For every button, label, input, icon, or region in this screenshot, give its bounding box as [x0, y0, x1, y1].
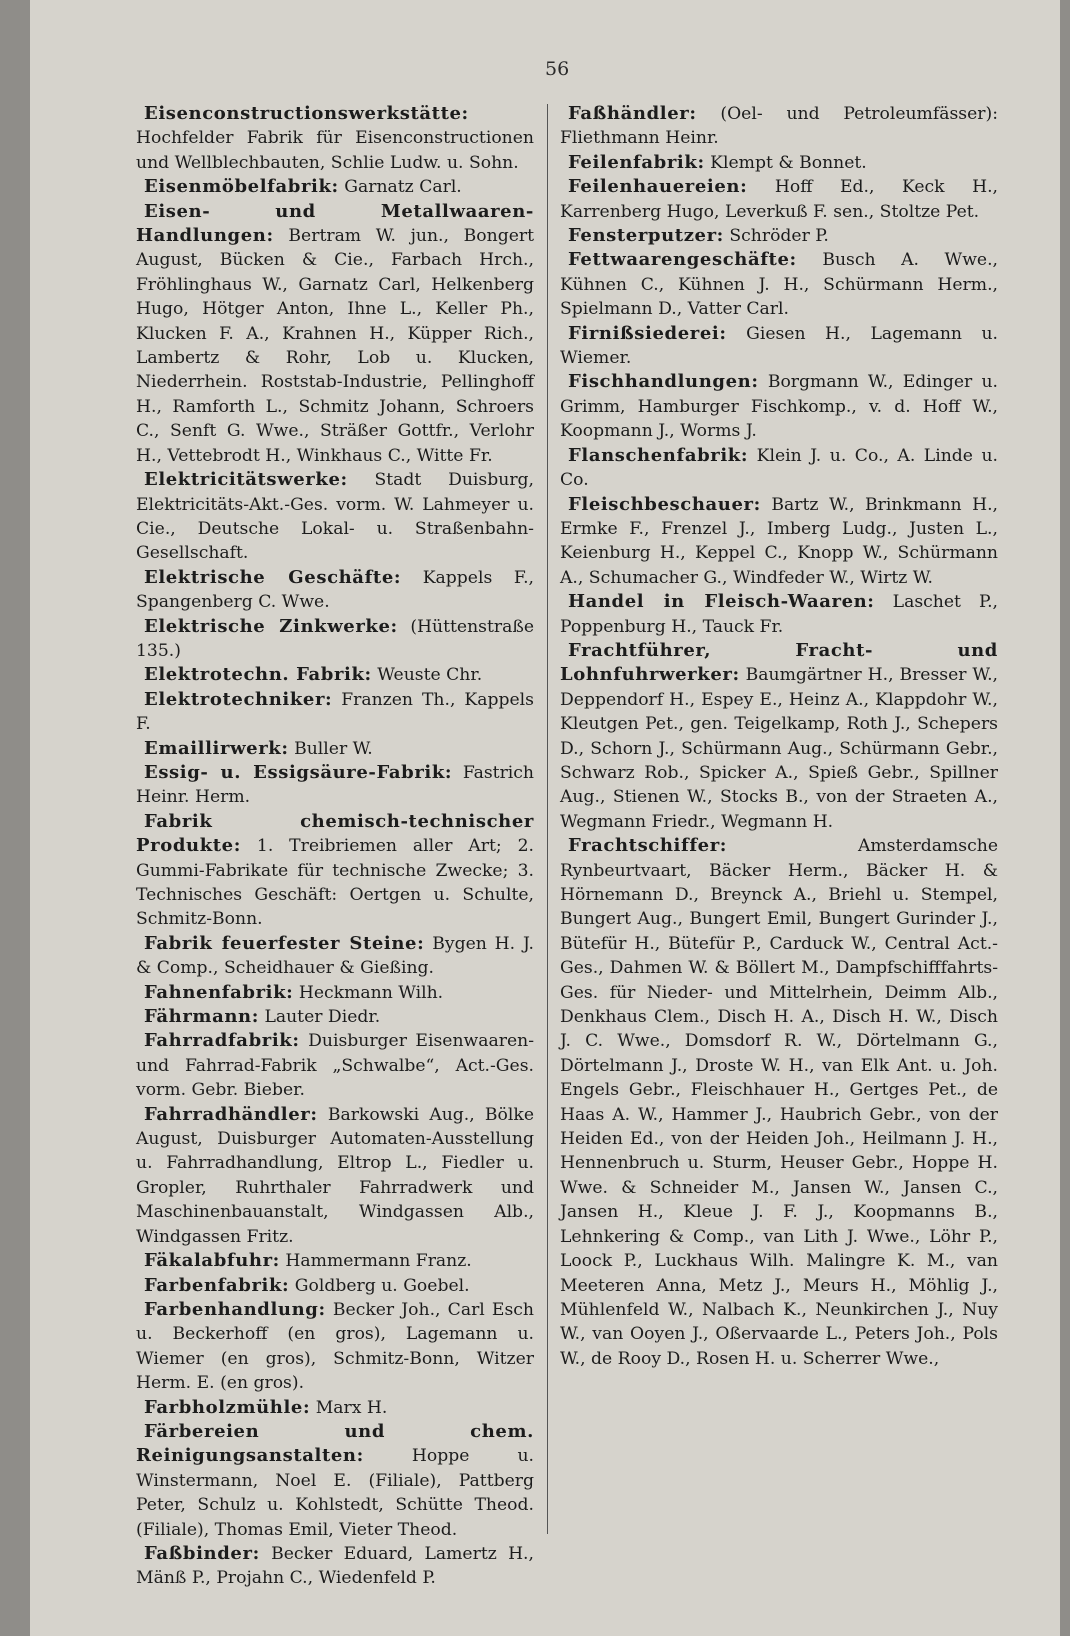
- directory-entry: [560, 102, 998, 151]
- entry-text: Bartz W., Brinkmann H., Ermke F., Frenzel J., Imberg Ludg., Justen L., Keienburg H., Keppel C., Knopp W., Schürmann A., Schumacher G., Windfeder W., Wirtz W.: [560, 494, 998, 588]
- entry-text: Franzen Th., Kappels F.: [136, 689, 534, 735]
- directory-entry: [136, 566, 534, 615]
- directory-entry: [136, 468, 534, 566]
- entry-heading: Fensterputzer:: [568, 225, 724, 247]
- entry-heading: Faßhändler:: [568, 103, 697, 124]
- entry-text: Lauter Diedr.: [264, 1007, 381, 1028]
- entry-heading: Fahrradhändler:: [144, 1103, 318, 1125]
- entry-text: Hoppe u. Winstermann, Noel E. (Filiale), Pattberg Peter, Schulz u. Kohlstedt, Schütte Theod. (Filiale), Thomas Emil, Vieter Theod.: [136, 1446, 534, 1540]
- entry-text: Becker Joh., Carl Esch u. Beckerhoff (en gros), Lagemann u. Wiemer (en gros), Schmitz-Bonn, Witzer Herm. E. (en gros).: [136, 1299, 534, 1394]
- entry-heading: Handel in Fleisch-Waaren:: [568, 591, 875, 613]
- entry-text: Baumgärtner H., Bresser W., Deppendorf H., Espey E., Heinz A., Klappdohr W., Kleutgen Pet., gen. Teigelkamp, Roth J., Schepers D., Schorn J., Schürmann Aug., Schürmann Gebr., Schwarz Rob., Spicker A., Spieß Gebr., Spillner Aug., Stienen W., Stocks B., von der Straeten A., Wegmann Friedr., Wegmann H.: [560, 665, 999, 832]
- entry-text: Schröder P.: [729, 226, 829, 247]
- entry-text: Borgmann W., Edinger u. Grimm, Hamburger Fischkomp., v. d. Hoff W., Koopmann J., Worms J.: [560, 372, 998, 442]
- entry-text: Busch A. Wwe., Kühnen C., Kühnen J. H., Schürmann Herm., Spielmann D., Vatter Carl.: [560, 250, 998, 320]
- directory-entry: [136, 175, 534, 199]
- entry-heading: Farbenfabrik:: [144, 1274, 290, 1296]
- entry-heading: Fischhandlungen:: [568, 371, 759, 393]
- directory-entry: [560, 248, 998, 321]
- entry-text: Klempt & Bonnet.: [710, 152, 867, 173]
- entry-heading: Faßbinder:: [144, 1542, 260, 1564]
- directory-entry: [136, 200, 534, 468]
- entry-text: Klein J. u. Co., A. Linde u. Co.: [560, 445, 999, 491]
- entry-heading: Farbholzmühle:: [144, 1396, 311, 1418]
- directory-entry: [136, 810, 534, 932]
- entry-heading: Essig- u. Essigsäure-Fabrik:: [144, 761, 453, 783]
- entry-heading: Emaillirwerk:: [144, 737, 289, 759]
- directory-entry: [136, 1274, 534, 1298]
- directory-entry: [560, 444, 998, 493]
- document-page: [30, 0, 1060, 1636]
- directory-entry: [560, 834, 998, 1371]
- entry-heading: Frachtführer, Fracht- und Lohnfuhrwerker:: [560, 639, 998, 686]
- entry-text: Bygen H. J. & Comp., Scheidhauer & Gießing.: [136, 933, 535, 979]
- entry-heading: Elektrische Zinkwerke:: [144, 615, 398, 637]
- directory-entry: [136, 761, 534, 810]
- directory-entry: [136, 615, 534, 664]
- entry-heading: Fäkalabfuhr:: [144, 1250, 280, 1272]
- entry-heading: Feilenhauereien:: [568, 176, 748, 198]
- entry-heading: Farbenhandlung:: [144, 1298, 326, 1320]
- directory-entry: [136, 688, 534, 737]
- directory-entry: [560, 639, 998, 834]
- directory-entry: [560, 322, 998, 371]
- entry-text: Bertram W. jun., Bongert August, Bücken & Cie., Farbach Hrch., Fröhlinghaus W., Garnatz Carl, Helkenberg Hugo, Hötger Anton, Ihne L., Keller Ph., Klucken F. A., Krahnen H., Küpper Rich., Lambertz & Rohr, Lob u. Klucken, Niederrhein. Roststab-Industrie, Pellinghoff H., Ramforth L., Schmitz Johann, Schroers C., Senft G. Wwe., Sträßer Gottfr., Verlohr H., Vettebrodt H., Winkhaus C., Witte Fr.: [136, 226, 534, 466]
- directory-entry: [560, 590, 998, 639]
- entry-text: Amsterdamsche Rynbeurtvaart, Bäcker Herm., Bäcker H. & Hörnemann D., Breynck A., Briehl u. Stempel, Bungert Aug., Bungert Emil, Bungert Gurinder J., Bütefür H., Bütefür P., Carduck W., Central Act.-Ges., Dahmen W. & Böllert M., Dampfschifffahrts-Ges. für Nieder- und Mittelrhein, Deimm Alb., Denkhaus Clem., Disch H. A., Disch H. W., Disch J. C. Wwe., Domsdorf R. W., Dörtelmann G., Dörtelmann J., Droste W. H., van Elk Ant. u. Joh. Engels Gebr., Fleischhauer H., Gertges Pet., de Haas A. W., Hammer J., Haubrich Gebr., von der Heiden Ed., von der Heiden Joh., Heilmann J. H., Hennenbruch u. Sturm, Heuser Gebr., Hoppe H. Wwe. & Schneider M., Jansen W., Jansen C., Jansen H., Kleue J. F. J., Koopmanns B., Lehnkering & Comp., van Lith J. Wwe., Löhr P., Loock P., Luckhaus Wilh. Malingre K. M., van Meeteren Anna, Metz J., Meurs H., Möhlig J., Mühlenfeld W., Nalbach K., Neunkirchen J., Nuy W., van Ooyen J., Oßervaarde L., Peters Joh., Pols W., de Rooy D., Rosen H. u. Scherrer Wwe.,: [560, 836, 998, 1369]
- entry-heading: Fettwaarengeschäfte:: [568, 249, 797, 271]
- directory-entry: [136, 1298, 534, 1396]
- entry-text: (Hüttenstraße 135.): [136, 616, 534, 661]
- entry-heading: Elektrotechn. Fabrik:: [144, 664, 372, 686]
- directory-entry: [136, 932, 534, 981]
- directory-entry: [136, 737, 534, 761]
- directory-entry: [560, 370, 998, 443]
- entry-text: Becker Eduard, Lamertz H., Mänß P., Projahn C., Wiedenfeld P.: [136, 1543, 534, 1589]
- entry-text: Hammermann Franz.: [285, 1251, 472, 1272]
- entry-text: Barkowski Aug., Bölke August, Duisburger Automaten-Ausstellung u. Fahrradhandlung, Eltrop L., Fiedler u. Gropler, Ruhrthaler Fahrradwerk und Maschinenbauanstalt, Windgassen Alb., Windgassen Fritz.: [136, 1104, 534, 1247]
- entry-heading: Fabrik chemisch-technischer Produkte:: [136, 810, 534, 857]
- entry-text: Hochfelder Fabrik für Eisenconstructionen und Wellblechbauten, Schlie Ludw. u. Sohn.: [136, 128, 534, 173]
- entry-heading: Elektricitätswerke:: [144, 469, 348, 491]
- entry-heading: Fleischbeschauer:: [568, 493, 761, 515]
- entry-heading: Eisen- und Metallwaaren-Handlungen:: [136, 200, 534, 247]
- left-column: [136, 102, 534, 1591]
- entry-text: Laschet P., Poppenburg H., Tauck Fr.: [560, 592, 999, 637]
- entry-heading: Eisenmöbelfabrik:: [144, 176, 339, 198]
- directory-entry: [560, 175, 998, 224]
- entry-heading: Flanschenfabrik:: [568, 444, 749, 466]
- column-divider: [547, 104, 548, 1534]
- entry-text: Garnatz Carl.: [344, 177, 462, 198]
- entry-heading: Fahrradfabrik:: [144, 1030, 300, 1052]
- entry-heading: Elektrische Geschäfte:: [144, 566, 402, 588]
- directory-entry: [136, 1005, 534, 1029]
- entry-text: (Oel- und Petroleumfässer): Fliethmann Heinr.: [560, 104, 998, 149]
- entry-heading: Firnißsiederei:: [568, 322, 727, 344]
- directory-entry: [136, 102, 534, 175]
- entry-heading: Färbereien und chem. Reinigungsanstalten:: [136, 1420, 534, 1467]
- entry-heading: Fahnenfabrik:: [144, 981, 294, 1003]
- entry-text: Giesen H., Lagemann u. Wiemer.: [560, 323, 998, 369]
- entry-text: Goldberg u. Goebel.: [294, 1275, 470, 1296]
- directory-entry: [136, 1542, 534, 1591]
- directory-entry: [136, 1396, 534, 1420]
- entry-heading: Feilenfabrik:: [568, 151, 705, 173]
- directory-entry: [136, 1420, 534, 1542]
- entry-text: Duisburger Eisenwaaren- und Fahrrad-Fabrik „Schwalbe“, Act.-Ges. vorm. Gebr. Bieber.: [136, 1031, 535, 1101]
- directory-entry: [136, 981, 534, 1005]
- right-column: [560, 102, 998, 1371]
- entry-heading: Fabrik feuerfester Steine:: [144, 932, 425, 954]
- directory-entry: [136, 1029, 534, 1102]
- entry-heading: Frachtschiffer:: [568, 835, 728, 857]
- directory-entry: [136, 1103, 534, 1249]
- page-number: 56: [545, 58, 570, 80]
- entry-heading: Elektrotechniker:: [144, 688, 333, 710]
- directory-entry: [560, 151, 998, 175]
- entry-text: Heckmann Wilh.: [298, 982, 444, 1003]
- directory-entry: [560, 224, 998, 248]
- entry-heading: Eisenconstructionswerkstätte:: [144, 103, 469, 124]
- entry-text: Kappels F., Spangenberg C. Wwe.: [136, 567, 535, 613]
- entry-text: Buller W.: [294, 738, 373, 759]
- directory-entry: [560, 493, 998, 591]
- directory-entry: [136, 1249, 534, 1273]
- directory-entry: [136, 663, 534, 687]
- entry-text: 1. Treibriemen aller Art; 2. Gummi-Fabrikate für technische Zwecke; 3. Technisches Geschäft: Oertgen u. Schulte, Schmitz-Bonn.: [136, 836, 534, 930]
- entry-heading: Fährmann:: [144, 1006, 259, 1028]
- entry-text: Marx H.: [315, 1397, 388, 1418]
- entry-text: Hoff Ed., Keck H., Karrenberg Hugo, Leverkuß F. sen., Stoltze Pet.: [560, 177, 999, 222]
- entry-text: Weuste Chr.: [377, 665, 483, 686]
- entry-text: Stadt Duisburg, Elektricitäts-Akt.-Ges. vorm. W. Lahmeyer u. Cie., Deutsche Lokal- u. Straßenbahn-Gesellschaft.: [136, 470, 534, 564]
- entry-text: Fastrich Heinr. Herm.: [136, 762, 534, 808]
